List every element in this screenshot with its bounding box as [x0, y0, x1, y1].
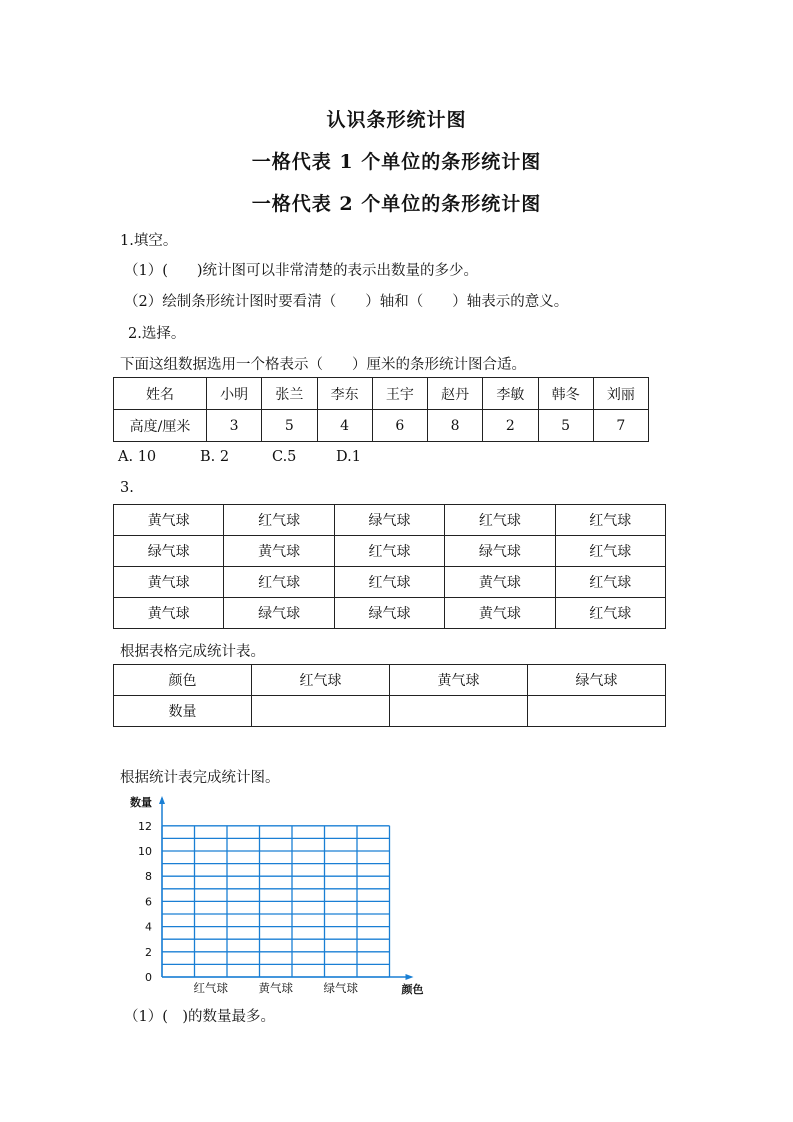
table-cell: 绿气球 [334, 598, 444, 629]
y-axis-arrow-icon [159, 796, 165, 804]
table-cell: 数量 [114, 696, 252, 727]
q2-prompt: 下面这组数据选用一个格表示（ ）厘米的条形统计图合适。 [120, 357, 526, 373]
bar-chart [120, 790, 424, 1000]
final-question: （1）( )的数量最多。 [124, 1009, 276, 1025]
table-cell: 4 [317, 410, 372, 442]
y-tick-label: 8 [145, 870, 152, 884]
table-cell: 5 [538, 410, 593, 442]
q2-heading: 2.选择。 [128, 326, 186, 342]
table-row [114, 505, 666, 536]
table-cell: 8 [428, 410, 483, 442]
table-cell: 小明 [207, 378, 262, 410]
table-cell: 红气球 [555, 536, 665, 567]
q3-heading: 3. [120, 480, 134, 496]
q1-heading: 1.填空。 [120, 233, 178, 249]
table-cell: 5 [262, 410, 317, 442]
x-axis-arrow-icon [406, 974, 414, 980]
x-axis-label: 颜色 [401, 983, 424, 996]
table-cell: 7 [593, 410, 648, 442]
stat-table [113, 664, 666, 727]
subtitle-2: 一格代表 2 个单位的条形统计图 [251, 193, 542, 215]
stat-table-prompt: 根据表格完成统计表。 [120, 644, 265, 660]
table-cell: 绿气球 [334, 505, 444, 536]
table-cell: 高度/厘米 [114, 410, 207, 442]
y-tick-label: 10 [138, 845, 152, 858]
table-cell: 赵丹 [428, 378, 483, 410]
chart-prompt: 根据统计表完成统计图。 [120, 770, 280, 786]
table-cell: 红气球 [334, 536, 444, 567]
table-cell: 刘丽 [593, 378, 648, 410]
option-b: B. 2 [200, 449, 230, 465]
table-cell: 李敏 [483, 378, 538, 410]
count-answer-cell[interactable] [252, 696, 390, 727]
table-cell: 红气球 [555, 567, 665, 598]
table-row [114, 410, 649, 442]
table-cell: 韩冬 [538, 378, 593, 410]
count-answer-cell[interactable] [528, 696, 666, 727]
option-a: A. 10 [118, 449, 157, 465]
table-row [114, 567, 666, 598]
table-cell: 红气球 [224, 567, 334, 598]
x-category-label: 红气球 [193, 981, 228, 995]
table-cell: 6 [372, 410, 427, 442]
page-title: 认识条形统计图 [326, 109, 467, 131]
y-tick-label: 12 [138, 819, 152, 833]
option-d: D.1 [336, 449, 361, 465]
count-answer-cell[interactable] [390, 696, 528, 727]
table-cell: 绿气球 [528, 665, 666, 696]
table-row [114, 598, 666, 629]
y-tick-label: 2 [145, 945, 152, 959]
table-cell: 红气球 [555, 598, 665, 629]
table-cell: 王宇 [372, 378, 427, 410]
table-cell: 黄气球 [114, 567, 224, 598]
table-cell: 3 [207, 410, 262, 442]
balloon-grid [113, 504, 666, 629]
table-row [114, 665, 666, 696]
q1-item1: （1）( )统计图可以非常清楚的表示出数量的多少。 [124, 263, 479, 279]
option-c: C.5 [272, 449, 297, 465]
table-cell: 黄气球 [114, 598, 224, 629]
table-cell: 黄气球 [224, 536, 334, 567]
x-category-label: 黄气球 [258, 981, 293, 995]
table-cell: 黄气球 [390, 665, 528, 696]
table-cell: 颜色 [114, 665, 252, 696]
table-cell: 黄气球 [445, 567, 555, 598]
table-row [114, 378, 649, 410]
table-cell: 李东 [317, 378, 372, 410]
table-cell: 红气球 [445, 505, 555, 536]
table-cell: 姓名 [114, 378, 207, 410]
table-cell: 绿气球 [224, 598, 334, 629]
table-cell: 红气球 [224, 505, 334, 536]
y-tick-label: 0 [145, 971, 152, 984]
x-category-label: 绿气球 [323, 981, 358, 995]
table-cell: 黄气球 [445, 598, 555, 629]
table-cell: 黄气球 [114, 505, 224, 536]
y-tick-label: 6 [145, 895, 152, 909]
q1-item2: （2）绘制条形统计图时要看清（ ）轴和（ ）轴表示的意义。 [124, 294, 569, 310]
height-table [113, 377, 649, 442]
y-axis-label: 数量 [130, 796, 152, 809]
subtitle-1: 一格代表 1 个单位的条形统计图 [251, 151, 542, 173]
y-tick-label: 4 [145, 920, 152, 934]
table-row [114, 696, 666, 727]
table-cell: 张兰 [262, 378, 317, 410]
table-cell: 红气球 [252, 665, 390, 696]
table-cell: 绿气球 [114, 536, 224, 567]
table-row [114, 536, 666, 567]
table-cell: 2 [483, 410, 538, 442]
table-cell: 绿气球 [445, 536, 555, 567]
table-cell: 红气球 [334, 567, 444, 598]
table-cell: 红气球 [555, 505, 665, 536]
